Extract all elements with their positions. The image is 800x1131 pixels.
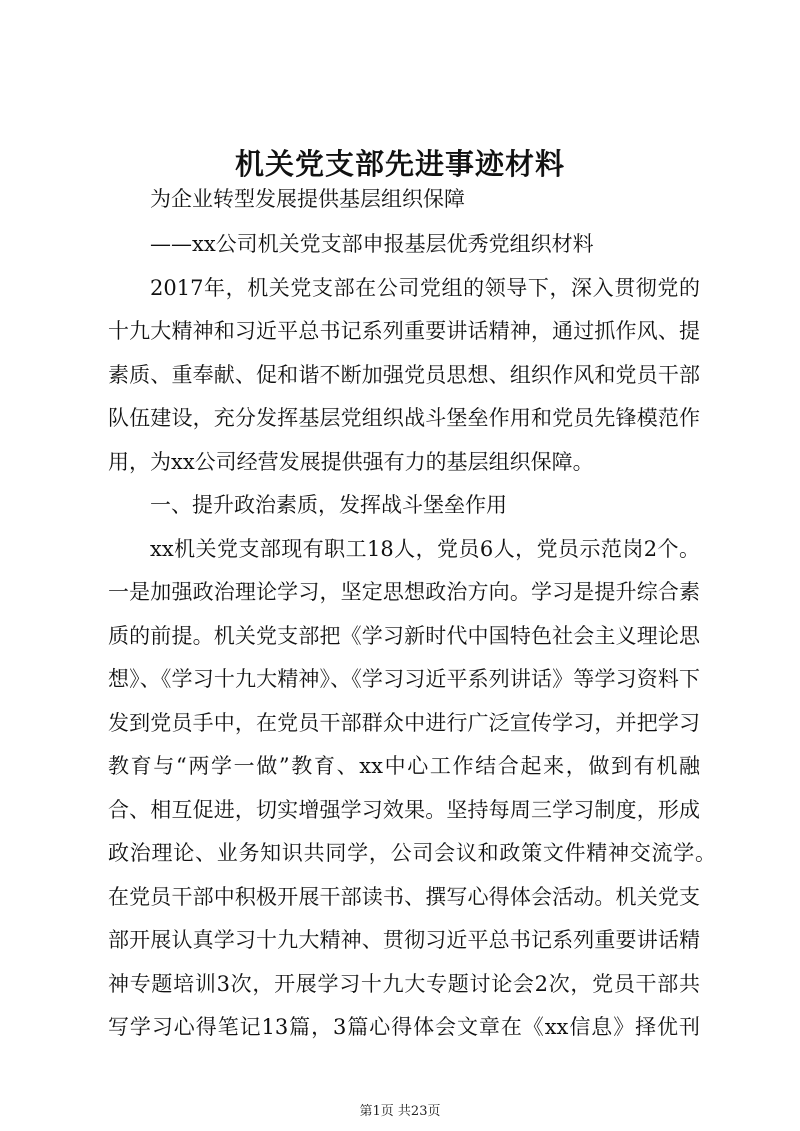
paragraph-line: 2017年，机关党支部在公司党组的领导下，深入贯彻党的	[150, 276, 700, 300]
section-heading: 一、提升政治素质，发挥战斗堡垒作用	[150, 493, 507, 517]
paragraph-line: 队伍建设，充分发挥基层党组织战斗堡垒作用和党员先锋模范作	[108, 406, 700, 430]
paragraph-line: 政治理论、业务知识共同学，公司会议和政策文件精神交流学。	[108, 841, 716, 865]
document-title: 机关党支部先进事迹材料	[234, 147, 565, 181]
paragraph-line: 教育与“两学一做”教育、xx中心工作结合起来，做到有机融	[108, 754, 700, 778]
page-number-footer: 第1页 共23页	[359, 1104, 441, 1119]
paragraph-line: 写学习心得笔记13篇，3篇心得体会文章在《xx信息》择优刊	[108, 1015, 700, 1039]
paragraph-line: 发到党员手中，在党员干部群众中进行广泛宣传学习，并把学习	[108, 711, 700, 735]
subtitle: 为企业转型发展提供基层组织保障	[150, 187, 465, 211]
paragraph-line: 十九大精神和习近平总书记系列重要讲话精神，通过抓作风、提	[108, 319, 700, 343]
paragraph-line: 神专题培训3次，开展学习十九大专题讨论会2次，党员干部共	[108, 972, 700, 996]
subtitle-2: ——xx公司机关党支部申报基层优秀党组织材料	[150, 232, 594, 256]
paragraph-line: 素质、重奉献、促和谐不断加强党员思想、组织作风和党员干部	[108, 363, 700, 387]
paragraph-line: xx机关党支部现有职工18人，党员6人，党员示范岗2个。	[150, 537, 700, 561]
paragraph-line: 部开展认真学习十九大精神、贯彻习近平总书记系列重要讲话精	[108, 928, 700, 952]
paragraph-line: 一是加强政治理论学习，坚定思想政治方向。学习是提升综合素	[108, 580, 700, 604]
paragraph-line: 合、相互促进，切实增强学习效果。坚持每周三学习制度，形成	[108, 798, 700, 822]
paragraph-line: 用，为xx公司经营发展提供强有力的基层组织保障。	[108, 450, 594, 474]
paragraph-line: 想》、《学习十九大精神》、《学习习近平系列讲话》等学习资料下	[108, 667, 700, 691]
paragraph-line: 在党员干部中积极开展干部读书、撰写心得体会活动。机关党支	[108, 885, 700, 909]
paragraph-line: 质的前提。机关党支部把《学习新时代中国特色社会主义理论思	[108, 624, 700, 648]
